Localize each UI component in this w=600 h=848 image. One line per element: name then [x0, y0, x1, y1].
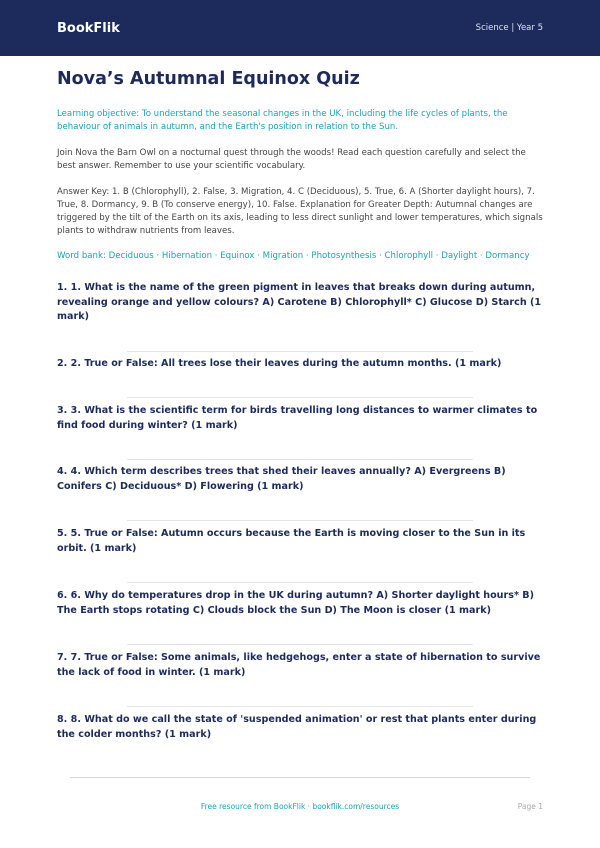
- page-title: Nova’s Autumnal Equinox Quiz: [57, 69, 360, 89]
- worksheet-content: [0, 68, 600, 742]
- answer-line: [127, 644, 473, 645]
- answer-key: Answer Key: 1. B (Chlorophyll), 2. False, 3. Migration, 4. C (Deciduous), 5. True, 6. A (Shorter daylight hours), 7. True, 8. Dormancy, 9. B (To conserve energy), 10. False. Explanation for Greater Depth: Autumnal changes are triggered by the tilt of the Earth on its axis, leading to less direct sunlight and lower temperatures, which signals plants to withdraw nutrients from leaves.: [57, 187, 543, 236]
- answer-line: [127, 706, 473, 707]
- footer-divider: [70, 777, 530, 778]
- word-bank: Word bank: Deciduous · Hibernation · Equinox · Migration · Photosynthesis · Chlorophyll · Daylight · Dormancy: [57, 251, 530, 261]
- subject-year-label: Science | Year 5: [475, 23, 543, 33]
- page-header: [0, 0, 600, 56]
- question-8: 8. 8. What do we call the state of 'suspended animation' or rest that plants enter during the colder months? (1 mark): [57, 714, 537, 740]
- answer-line: [127, 397, 473, 398]
- question-4: 4. 4. Which term describes trees that shed their leaves annually? A) Evergreens B) Conifers C) Deciduous* D) Flowering (1 mark): [57, 466, 506, 492]
- question-2: 2. 2. True or False: All trees lose their leaves during the autumn months. (1 mark): [57, 357, 502, 369]
- question-list: [57, 281, 543, 742]
- question-5: 5. 5. True or False: Autumn occurs because the Earth is moving closer to the Sun in its orbit. (1 mark): [57, 528, 526, 554]
- answer-line: [127, 351, 473, 352]
- learning-objective: Learning objective: To understand the seasonal changes in the UK, including the life cycles of plants, the behaviour of animals in autumn, and the Earth's position in relation to the Sun.: [57, 109, 508, 132]
- question-3: 3. 3. What is the scientific term for birds travelling long distances to warmer climates to find food during winter? (1 mark): [57, 405, 538, 431]
- answer-line: [127, 459, 473, 460]
- answer-line: [127, 520, 473, 521]
- brand-logo-text[interactable]: BookFlik: [57, 20, 120, 36]
- page-number: Page 1: [517, 802, 543, 811]
- answer-line: [127, 582, 473, 583]
- question-7: 7. 7. True or False: Some animals, like hedgehogs, enter a state of hibernation to survive the lack of food in winter. (1 mark): [57, 652, 541, 678]
- footer-resource-link[interactable]: Free resource from BookFlik · bookflik.com/resources: [200, 802, 400, 811]
- question-1: 1. 1. What is the name of the green pigment in leaves that breaks down during autumn, revealing orange and yellow colours? A) Carotene B) Chlorophyll* C) Glucose D) Starch (1 mark): [57, 282, 542, 322]
- question-6: 6. 6. Why do temperatures drop in the UK during autumn? A) Shorter daylight hours* B) The Earth stops rotating C) Clouds block the Sun D) The Moon is closer (1 mark): [57, 590, 535, 616]
- intro-text: Join Nova the Barn Owl on a nocturnal quest through the woods! Read each question carefully and select the best answer. Remember to use your scientific vocabulary.: [57, 148, 526, 171]
